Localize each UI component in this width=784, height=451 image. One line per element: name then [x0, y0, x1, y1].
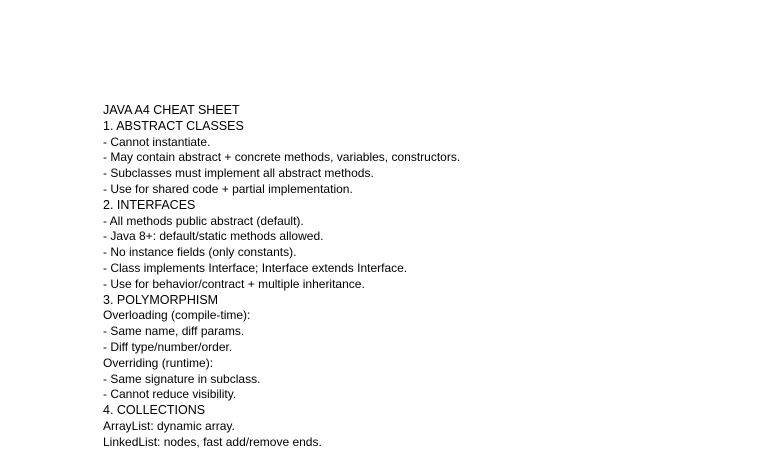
section-heading-collections: 4. COLLECTIONS	[103, 403, 206, 418]
bullet-line: - Use for shared code + partial implementation.	[103, 181, 353, 196]
bullet-line: - Cannot instantiate.	[103, 134, 211, 149]
subheading-line: Overloading (compile-time):	[103, 308, 251, 323]
cheat-sheet-document	[103, 103, 743, 451]
bullet-line: - No instance fields (only constants).	[103, 245, 297, 260]
bullet-line: - Diff type/number/order.	[103, 339, 233, 354]
bullet-line: - Class implements Interface; Interface extends Interface.	[103, 260, 408, 275]
bullet-line: - Subclasses must implement all abstract methods.	[103, 166, 374, 181]
bullet-line: - May contain abstract + concrete methods, variables, constructors.	[103, 150, 461, 165]
section-heading-abstract-classes: 1. ABSTRACT CLASSES	[103, 118, 244, 133]
bullet-line: - Same name, diff params.	[103, 324, 245, 339]
document-title: JAVA A4 CHEAT SHEET	[103, 103, 240, 117]
bullet-line: - All methods public abstract (default).	[103, 213, 304, 228]
bullet-line: - Use for behavior/contract + multiple inheritance.	[103, 276, 365, 291]
subheading-line: LinkedList: nodes, fast add/remove ends.	[103, 434, 322, 449]
bullet-line: - Same signature in subclass.	[103, 371, 261, 386]
subheading-line: Overriding (runtime):	[103, 355, 214, 370]
bullet-line: - Cannot reduce visibility.	[103, 387, 237, 402]
bullet-line: - Java 8+: default/static methods allowed.	[103, 229, 324, 244]
section-heading-polymorphism: 3. POLYMORPHISM	[103, 292, 219, 307]
subheading-line: ArrayList: dynamic array.	[103, 418, 235, 433]
section-heading-interfaces: 2. INTERFACES	[103, 197, 196, 212]
